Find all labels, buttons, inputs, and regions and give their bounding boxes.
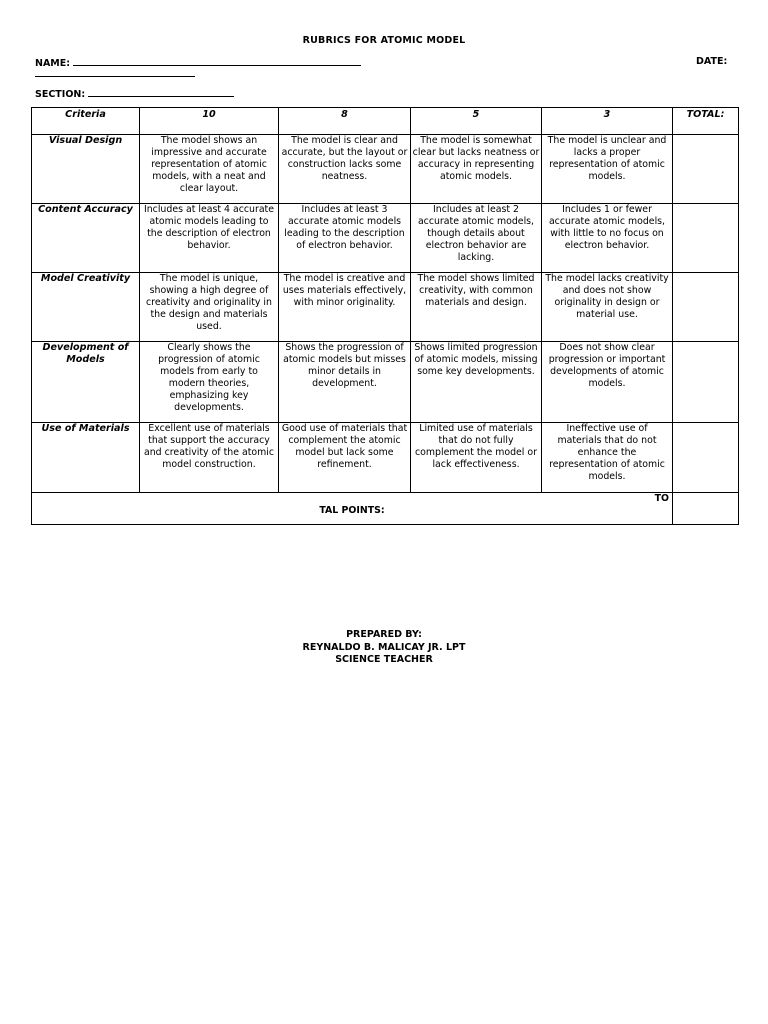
table-row <box>32 342 739 423</box>
criterion-cell: Visual Design <box>32 135 140 204</box>
descriptor-cell: The model is clear and accurate, but the layout or construction lacks some neatness. <box>279 135 411 204</box>
grand-total-cell[interactable] <box>673 493 739 525</box>
table-header-row <box>32 108 739 135</box>
total-cell[interactable] <box>673 135 739 204</box>
criterion-cell: Content Accuracy <box>32 204 140 273</box>
table-row <box>32 135 739 204</box>
descriptor-cell: Clearly shows the progression of atomic models from early to modern theories, emphasizing key developments. <box>140 342 279 423</box>
total-points-label-fragment-right: TO <box>654 493 669 504</box>
name-label: NAME: <box>35 58 71 69</box>
total-points-label: TAL POINTS: <box>319 505 385 516</box>
name-blank-line-continued <box>35 68 195 77</box>
document-title: RUBRICS FOR ATOMIC MODEL <box>302 35 466 46</box>
descriptor-cell: Includes at least 4 accurate atomic models leading to the description of electron behavior. <box>140 204 279 273</box>
descriptor-cell: Does not show clear progression or important developments of atomic models. <box>542 342 673 423</box>
prepared-by-block <box>0 629 768 667</box>
prepared-by-label: PREPARED BY: <box>346 629 422 640</box>
descriptor-cell: Includes at least 2 accurate atomic models, though details about electron behavior are lacking. <box>411 204 542 273</box>
descriptor-cell: Includes at least 3 accurate atomic models leading to the description of electron behavior. <box>279 204 411 273</box>
total-cell[interactable] <box>673 342 739 423</box>
section-blank-line <box>88 87 234 97</box>
descriptor-cell: The model is unique, showing a high degree of creativity and originality in the design and materials used. <box>140 273 279 342</box>
teacher-name: REYNALDO B. MALICAY JR. LPT <box>302 641 466 653</box>
total-points-row <box>32 493 739 525</box>
total-cell[interactable] <box>673 204 739 273</box>
column-header-3: 3 <box>542 108 673 135</box>
descriptor-cell: The model is unclear and lacks a proper representation of atomic models. <box>542 135 673 204</box>
criterion-cell: Model Creativity <box>32 273 140 342</box>
total-cell[interactable] <box>673 273 739 342</box>
criterion-cell: Use of Materials <box>32 423 140 493</box>
section-field-row <box>35 87 234 100</box>
total-points-label-cell <box>32 493 673 525</box>
descriptor-cell: Excellent use of materials that support the accuracy and creativity of the atomic model construction. <box>140 423 279 493</box>
table-row <box>32 204 739 273</box>
descriptor-cell: Ineffective use of materials that do not enhance the representation of atomic models. <box>542 423 673 493</box>
teacher-role: SCIENCE TEACHER <box>335 654 433 665</box>
criterion-cell: Development of Models <box>32 342 140 423</box>
section-label: SECTION: <box>35 89 86 100</box>
column-header-8: 8 <box>279 108 411 135</box>
descriptor-cell: The model is creative and uses materials effectively, with minor originality. <box>279 273 411 342</box>
column-header-5: 5 <box>411 108 542 135</box>
column-header-total: TOTAL: <box>673 108 739 135</box>
descriptor-cell: Good use of materials that complement the atomic model but lack some refinement. <box>279 423 411 493</box>
descriptor-cell: Shows limited progression of atomic models, missing some key developments. <box>411 342 542 423</box>
column-header-criteria: Criteria <box>32 108 140 135</box>
table-row <box>32 273 739 342</box>
descriptor-cell: The model shows an impressive and accurate representation of atomic models, with a neat and clear layout. <box>140 135 279 204</box>
column-header-10: 10 <box>140 108 279 135</box>
date-label: DATE: <box>696 56 728 67</box>
descriptor-cell: The model is somewhat clear but lacks neatness or accuracy in representing atomic models. <box>411 135 542 204</box>
name-blank-line <box>73 56 361 66</box>
table-row <box>32 423 739 493</box>
descriptor-cell: Shows the progression of atomic models but misses minor details in development. <box>279 342 411 423</box>
rubric-table <box>31 107 739 525</box>
descriptor-cell: Limited use of materials that do not fully complement the model or lack effectiveness. <box>411 423 542 493</box>
descriptor-cell: The model lacks creativity and does not show originality in design or material use. <box>542 273 673 342</box>
descriptor-cell: Includes 1 or fewer accurate atomic models, with little to no focus on electron behavior. <box>542 204 673 273</box>
total-cell[interactable] <box>673 423 739 493</box>
descriptor-cell: The model shows limited creativity, with common materials and design. <box>411 273 542 342</box>
